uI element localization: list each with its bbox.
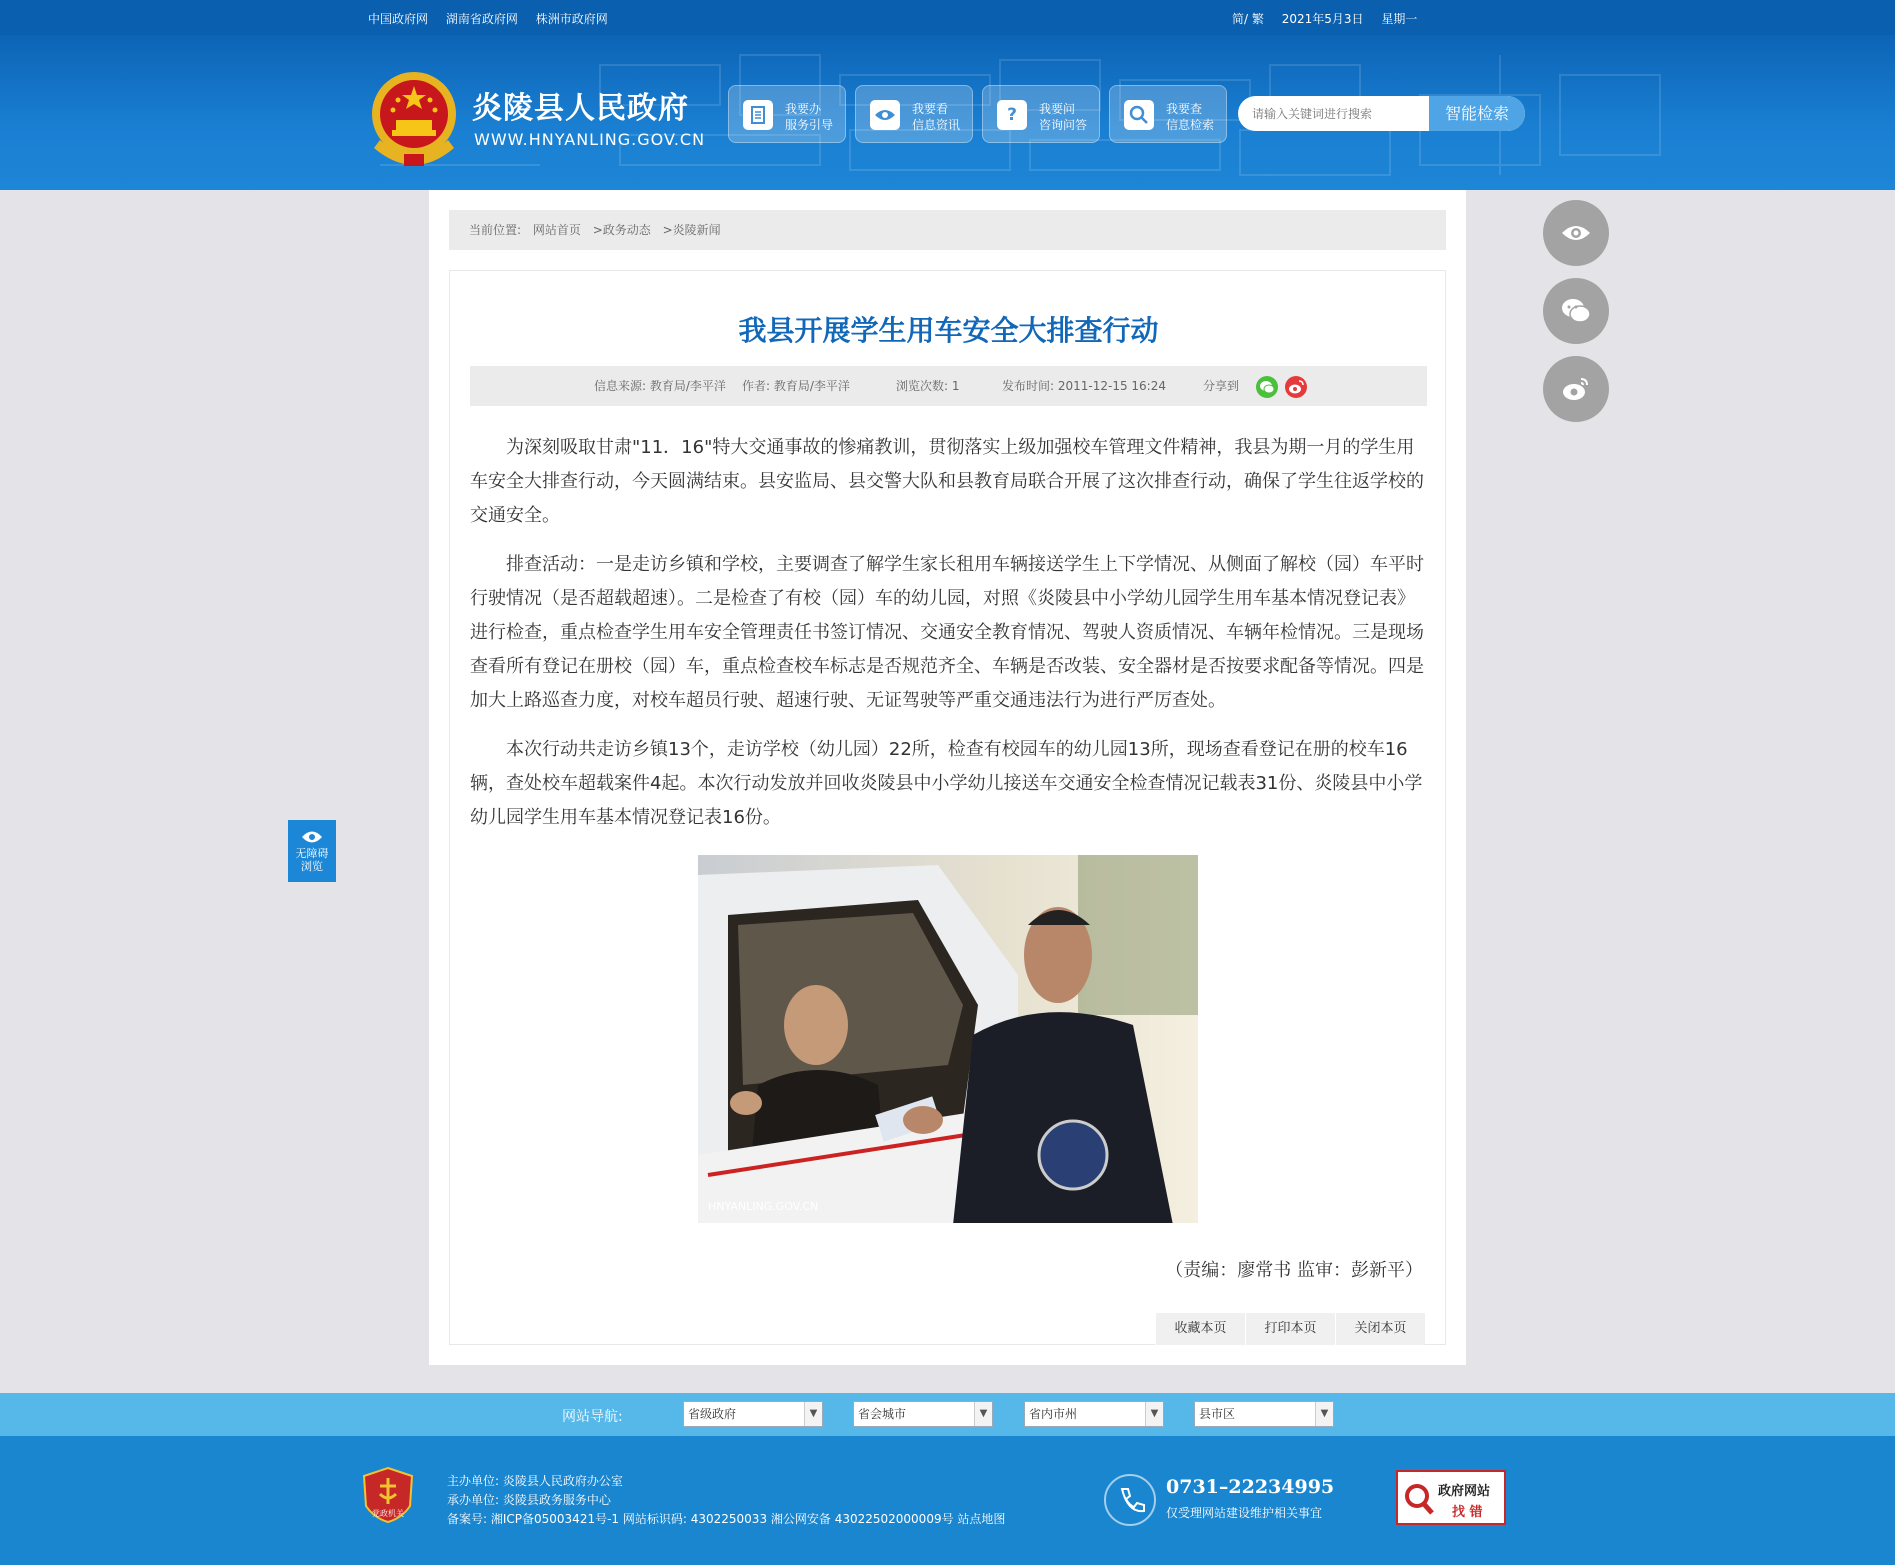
site-nav-bar — [0, 1393, 1895, 1436]
accessibility-line2: 浏览 — [301, 860, 323, 873]
service-subtitle: 信息资讯 — [912, 118, 961, 132]
select-provincial-gov[interactable] — [683, 1401, 823, 1427]
float-eye-button[interactable] — [1543, 200, 1609, 266]
meta-share-label: 分享到 — [1203, 379, 1240, 393]
find-error-button[interactable] — [1396, 1470, 1506, 1525]
party-gov-badge-icon[interactable] — [362, 1466, 414, 1524]
badge-label: 党政机关 — [372, 1509, 404, 1518]
find-error-line2: 找 错 — [1452, 1505, 1483, 1520]
article-paragraph: 为深刻吸取甘肃"11．16"特大交通事故的惨痛教训，贯彻落实上级加强校车管理文件精神，我县为期一月的学生用车安全大排查行动，今天圆满结束。县安监局、县交警大队和县教育局联合开展了这次排查行动，确保了学生往返学校的交通安全。 — [470, 437, 1424, 526]
article-meta — [470, 366, 1427, 406]
breadcrumb — [449, 210, 1446, 250]
accessibility-line1: 无障碍 — [295, 847, 329, 860]
eye-icon — [870, 100, 900, 130]
search-icon — [1124, 100, 1154, 130]
site-domain: WWW.HNYANLING.GOV.CN — [474, 130, 706, 149]
eye-icon — [1560, 217, 1592, 249]
service-title: 我要看 — [912, 102, 949, 116]
lang-switch[interactable]: 简/ 繁 — [1232, 12, 1264, 26]
search-input[interactable] — [1252, 96, 1432, 131]
top-right — [1232, 10, 1431, 27]
weibo-icon — [1560, 373, 1592, 405]
select-prefecture[interactable] — [1024, 1401, 1164, 1427]
top-strip — [0, 0, 1895, 35]
chevron-down-icon: ▼ — [1145, 1402, 1163, 1426]
search-box — [1238, 96, 1525, 131]
service-title: 我要问 — [1039, 102, 1076, 116]
footer-record: 备案号: 湘ICP备05003421号-1 网站标识码: 4302250033 湘公网安备 43022502000009号 站点地图 — [447, 1512, 1006, 1526]
article-title: 我县开展学生用车安全大排查行动 — [738, 314, 1159, 347]
select-value: 省会城市 — [858, 1407, 907, 1421]
float-wechat-button[interactable] — [1543, 278, 1609, 344]
find-error-line1: 政府网站 — [1438, 1484, 1491, 1499]
meta-author: 作者: 教育局/李平洋 — [742, 379, 850, 393]
site-footer — [0, 1436, 1895, 1565]
service-subtitle: 咨询问答 — [1039, 118, 1088, 132]
link-hunan-gov[interactable]: 湖南省政府网 — [445, 12, 518, 26]
document-icon — [743, 100, 773, 130]
eye-icon — [288, 823, 336, 849]
select-value: 省级政府 — [688, 1407, 737, 1421]
footer-organizer: 承办单位: 炎陵县政务服务中心 — [447, 1493, 611, 1507]
site-header — [0, 35, 1895, 190]
footer-phone-note: 仅受理网站建设维护相关事宜 — [1166, 1506, 1323, 1520]
print-page-button[interactable]: 打印本页 — [1245, 1313, 1335, 1345]
meta-source: 信息来源: 教育局/李平洋 — [594, 379, 726, 393]
phone-icon — [1104, 1474, 1156, 1526]
service-subtitle: 服务引导 — [785, 118, 834, 132]
article-actions — [1155, 1313, 1425, 1345]
footer-host: 主办单位: 炎陵县人民政府办公室 — [447, 1474, 623, 1488]
magnifier-icon — [1402, 1479, 1436, 1519]
national-emblem-logo — [368, 70, 460, 170]
bookmark-page-button[interactable]: 收藏本页 — [1155, 1313, 1245, 1345]
select-value: 县市区 — [1199, 1407, 1236, 1421]
article — [449, 270, 1446, 1345]
current-date: 2021年5月3日 — [1281, 12, 1364, 26]
content-panel — [429, 190, 1466, 1365]
select-value: 省内市州 — [1029, 1407, 1078, 1421]
breadcrumb-yanling-news[interactable]: >炎陵新闻 — [662, 223, 721, 237]
footer-phone: 0731–22234995 — [1166, 1476, 1335, 1498]
article-paragraph: 排查活动：一是走访乡镇和学校，主要调查了解学生家长租用车辆接送学生上下学情况、从侧面了解校（园）车平时行驶情况（是否超载超速）。二是检查了有校（园）车的幼儿园，对照《炎陵县中小学幼儿园学生用车基本情况登记表》进行检查，重点检查学生用车安全管理责任书签订情况、交通安全教育情况、驾驶人资质情况、车辆年检情况。三是现场查看所有登记在册校（园）车，重点检查校车标志是否规范齐全、车辆是否改装、安全器材是否按要求配备等情况。四是加大上路巡查力度，对校车超员行驶、超速行驶、无证驾驶等严重交通违法行为进行严厉查处。 — [470, 554, 1424, 711]
meta-views: 浏览次数: 1 — [896, 379, 960, 393]
share-wechat-icon[interactable] — [1256, 376, 1278, 398]
article-paragraph: 本次行动共走访乡镇13个，走访学校（幼儿园）22所，检查有校园车的幼儿园13所，现场查看登记在册的校车16辆，查处校车超载案件4起。本次行动发放并回收炎陵县中小学幼儿接送车交通安全检查情况记载表31份、炎陵县中小学幼儿园学生用车基本情况登记表16份。 — [470, 739, 1423, 828]
article-body — [470, 431, 1427, 850]
service-guide-button[interactable] — [728, 85, 846, 143]
select-county[interactable] — [1194, 1401, 1334, 1427]
float-weibo-button[interactable] — [1543, 356, 1609, 422]
site-name: 炎陵县人民政府 — [472, 91, 689, 126]
article-credit: （责编：廖常书 监审：彭新平） — [1165, 1260, 1423, 1281]
photo-watermark: HNYANLING.GOV.CN — [708, 1200, 819, 1213]
current-weekday: 星期一 — [1381, 12, 1418, 26]
service-title: 我要办 — [785, 102, 822, 116]
footer-info — [447, 1472, 1005, 1529]
site-nav-label: 网站导航: — [562, 1409, 623, 1425]
breadcrumb-label: 当前位置: — [469, 223, 522, 237]
accessibility-label — [288, 847, 336, 873]
article-photo — [698, 855, 1198, 1223]
service-title: 我要查 — [1166, 102, 1203, 116]
link-gov-cn[interactable]: 中国政府网 — [368, 12, 429, 26]
service-subtitle: 信息检索 — [1166, 118, 1215, 132]
chevron-down-icon: ▼ — [804, 1402, 822, 1426]
info-news-button[interactable] — [855, 85, 973, 143]
chevron-down-icon: ▼ — [974, 1402, 992, 1426]
question-icon: ? — [997, 100, 1027, 130]
accessibility-button[interactable] — [288, 820, 336, 882]
chevron-down-icon: ▼ — [1315, 1402, 1333, 1426]
link-zhuzhou-gov[interactable]: 株洲市政府网 — [535, 12, 608, 26]
breadcrumb-gov-news[interactable]: >政务动态 — [592, 223, 651, 237]
info-search-button[interactable] — [1109, 85, 1227, 143]
select-capital-city[interactable] — [853, 1401, 993, 1427]
consult-qa-button[interactable] — [982, 85, 1100, 143]
breadcrumb-home[interactable]: 网站首页 — [532, 223, 581, 237]
close-page-button[interactable]: 关闭本页 — [1335, 1313, 1425, 1345]
smart-search-button[interactable]: 智能检索 — [1429, 96, 1525, 131]
top-links — [368, 10, 622, 27]
wechat-icon — [1560, 295, 1592, 327]
meta-published: 发布时间: 2011-12-15 16:24 — [1002, 379, 1166, 393]
share-weibo-icon[interactable] — [1285, 376, 1307, 398]
